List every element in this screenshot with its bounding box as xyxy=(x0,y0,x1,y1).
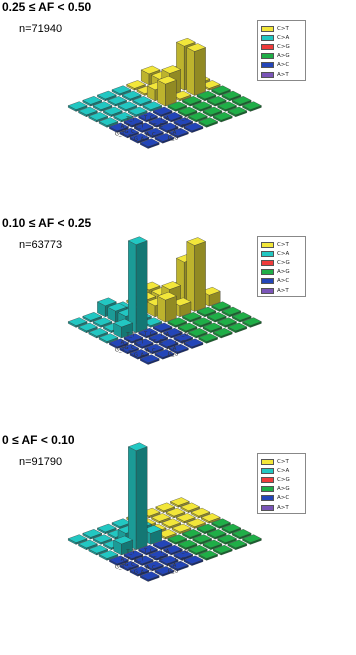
context-label: G_C xyxy=(124,344,135,351)
legend-entry xyxy=(261,240,303,249)
legend-label: C>G xyxy=(277,259,290,266)
legend-entry xyxy=(261,466,303,475)
legend-entry xyxy=(261,286,303,295)
bar-C-to-T-3-3 xyxy=(157,76,176,106)
legend-swatch xyxy=(261,495,274,501)
legend-label: C>T xyxy=(277,25,289,32)
context-label: G_A xyxy=(133,569,145,576)
context-label: G_T xyxy=(114,347,125,354)
context-label: G_G xyxy=(167,135,179,142)
legend-entry xyxy=(261,268,303,277)
legend-entry xyxy=(261,70,303,79)
sample-count: n=91790 xyxy=(19,456,63,468)
legend-label: A>T xyxy=(277,504,289,511)
bar-face-right xyxy=(165,296,176,322)
context-label: T_G xyxy=(178,548,189,555)
context-label: T_G xyxy=(178,331,189,338)
context-label: C_C xyxy=(153,123,164,129)
context-label: T_T xyxy=(126,116,136,123)
context-label: A_C xyxy=(145,348,156,354)
context-label: A_T xyxy=(120,124,130,131)
legend-swatch xyxy=(261,26,274,32)
legend-swatch xyxy=(261,53,274,59)
sample-count: n=71940 xyxy=(19,23,63,35)
legend-swatch xyxy=(261,486,274,492)
legend xyxy=(257,20,306,81)
context-label: A_A xyxy=(166,129,177,136)
legend xyxy=(257,453,306,514)
legend-entry xyxy=(261,258,303,267)
legend-entry xyxy=(261,52,303,61)
legend-label: A>C xyxy=(277,62,290,69)
bar-C-to-T-3-1 xyxy=(187,237,206,311)
legend-label: C>A xyxy=(277,250,290,257)
context-label: A_C xyxy=(145,565,156,571)
context-label: A_T xyxy=(120,557,130,564)
sample-count: n=63773 xyxy=(19,239,63,251)
context-label: C_G xyxy=(174,557,186,564)
legend-entry xyxy=(261,503,303,512)
context-label: G_C xyxy=(124,128,135,135)
legend-label: A>G xyxy=(277,486,290,493)
legend-swatch xyxy=(261,459,274,465)
context-label: G_T xyxy=(114,564,125,571)
context-label: C_G xyxy=(174,340,186,347)
context-label: T_T xyxy=(126,549,136,556)
legend-swatch xyxy=(261,260,274,266)
panel-title: 0.10 ≤ AF < 0.25 xyxy=(2,216,92,230)
legend-swatch xyxy=(261,278,274,284)
legend-swatch xyxy=(261,62,274,68)
bar-face-right xyxy=(165,80,176,106)
context-label: C_T xyxy=(134,339,144,346)
legend-swatch xyxy=(261,72,274,78)
context-label: G_G xyxy=(167,568,179,575)
context-label: G_T xyxy=(114,131,125,138)
legend-label: A>C xyxy=(277,278,290,285)
legend-swatch xyxy=(261,44,274,50)
legend-entry xyxy=(261,249,303,258)
context-label: T_A xyxy=(159,116,170,123)
legend-label: C>G xyxy=(277,476,290,483)
context-label: A_C xyxy=(145,132,156,138)
legend-entry xyxy=(261,457,303,466)
bar-face-left xyxy=(187,48,195,96)
bar-face-right xyxy=(195,242,206,312)
legend-swatch xyxy=(261,468,274,474)
legend-swatch xyxy=(261,242,274,248)
legend-entry xyxy=(261,485,303,494)
legend-entry xyxy=(261,277,303,286)
legend-entry xyxy=(261,61,303,70)
legend-entry xyxy=(261,494,303,503)
legend-label: A>C xyxy=(277,495,290,502)
legend-label: A>T xyxy=(277,71,289,78)
chart-panel-af-0.25-0.50 xyxy=(0,0,356,218)
context-label: C_G xyxy=(174,124,186,131)
legend-label: A>G xyxy=(277,53,290,60)
bar-C-to-T-3-1 xyxy=(187,43,206,95)
bar-face-left xyxy=(157,296,165,322)
legend-swatch xyxy=(261,35,274,41)
context-label: G_A xyxy=(133,352,145,359)
legend-entry xyxy=(261,24,303,33)
context-label: G_A xyxy=(133,136,145,143)
bar-face-right xyxy=(136,241,147,333)
panel-title: 0 ≤ AF < 0.10 xyxy=(2,433,75,447)
context-label: T_A xyxy=(159,332,170,339)
legend-label: A>T xyxy=(277,287,289,294)
context-label: T_C xyxy=(144,548,154,555)
panel-title: 0.25 ≤ AF < 0.50 xyxy=(2,0,92,14)
context-label: C_C xyxy=(153,339,164,345)
chart-panel-af-0.10-0.25 xyxy=(0,216,356,434)
context-label: G_G xyxy=(167,351,179,358)
legend-label: C>A xyxy=(277,34,290,41)
bar-C-to-A-3-5 xyxy=(128,237,147,333)
legend-label: A>G xyxy=(277,269,290,276)
legend-swatch xyxy=(261,505,274,511)
legend-label: C>A xyxy=(277,467,290,474)
context-label: A_A xyxy=(166,562,177,569)
context-label: T_C xyxy=(144,331,154,338)
bar-C-to-T-3-3 xyxy=(157,292,176,322)
bar-C-to-A-3-5 xyxy=(128,443,147,550)
bar-face-right xyxy=(195,48,206,96)
bar-face-left xyxy=(128,241,136,333)
bar-face-left xyxy=(157,80,165,106)
context-label: T_G xyxy=(178,115,189,122)
context-label: C_T xyxy=(134,556,144,563)
legend-label: C>G xyxy=(277,43,290,50)
context-label: A_A xyxy=(166,345,177,352)
legend-swatch xyxy=(261,269,274,275)
legend-label: C>T xyxy=(277,241,289,248)
bar-face-right xyxy=(136,447,147,550)
context-label: C_T xyxy=(134,123,144,130)
legend-label: C>T xyxy=(277,458,289,465)
legend-entry xyxy=(261,475,303,484)
context-label: A_T xyxy=(120,340,130,347)
legend-swatch xyxy=(261,477,274,483)
context-label: T_C xyxy=(144,115,154,122)
context-label: T_T xyxy=(126,332,136,339)
legend-entry xyxy=(261,42,303,51)
legend-entry xyxy=(261,33,303,42)
chart-panel-af-0-0.10 xyxy=(0,433,356,651)
legend-swatch xyxy=(261,251,274,257)
legend-swatch xyxy=(261,288,274,294)
legend xyxy=(257,236,306,297)
bar-face-left xyxy=(128,447,136,550)
context-label: C_C xyxy=(153,556,164,562)
context-label: G_C xyxy=(124,561,135,568)
context-label: T_A xyxy=(159,549,170,556)
